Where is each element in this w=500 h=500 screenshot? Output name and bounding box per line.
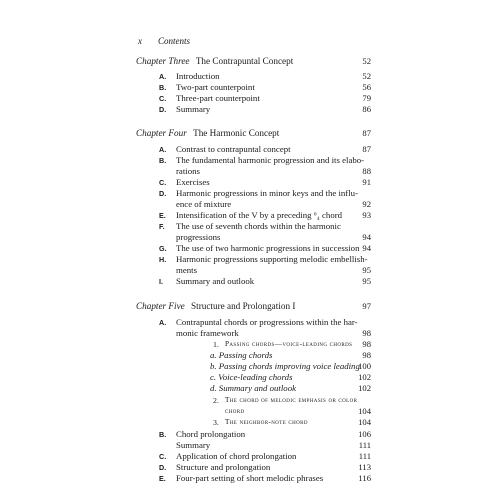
- entry-text: Harmonic progressions in minor keys and the influ-: [176, 188, 359, 198]
- entry-text: rations: [176, 166, 200, 176]
- entry-page: 113: [358, 462, 371, 472]
- toc-entry: [136, 221, 371, 232]
- entry-text: Two-part counterpoint: [176, 82, 255, 92]
- entry-page: 98: [362, 350, 371, 360]
- entry-text: Summary: [176, 440, 211, 450]
- entry-page: 56: [362, 82, 371, 92]
- entry-letter: A.: [159, 72, 167, 81]
- entry-text: Intensification of the V by a preceding ⁶₄ chord: [176, 210, 343, 220]
- toc-entry-continued: [136, 166, 371, 177]
- entry-text: Contrast to contrapuntal concept: [176, 144, 291, 154]
- entry-letter: B.: [159, 156, 167, 165]
- entry-page: 95: [362, 276, 371, 286]
- toc-entry: [136, 317, 371, 328]
- entry-letter: C.: [159, 452, 167, 461]
- entry-page: 106: [358, 429, 371, 439]
- entry-page: 98: [362, 328, 371, 338]
- entry-text: Summary: [176, 104, 211, 114]
- toc-entry: [136, 276, 371, 287]
- toc-subsubentry: [136, 372, 371, 383]
- toc-entry-continued: [136, 440, 371, 451]
- subentry-number: 1.: [213, 340, 219, 349]
- entry-letter: D.: [159, 189, 167, 198]
- entry-text: The use of seventh chords within the harmonic: [176, 221, 341, 231]
- entry-letter: F.: [159, 222, 165, 231]
- chapter-heading: [136, 301, 371, 311]
- chapter-page: 52: [362, 56, 371, 66]
- entry-text: Harmonic progressions supporting melodic embellish-: [176, 254, 368, 264]
- entry-text: Passing chords—voice-leading chords: [225, 340, 353, 348]
- entry-page: 91: [362, 177, 371, 187]
- entry-letter: C.: [159, 94, 167, 103]
- toc-entry-continued: [136, 199, 371, 210]
- entry-text: The fundamental harmonic progression and its elabo-: [176, 155, 365, 165]
- entry-text: Structure and prolongation: [176, 462, 271, 472]
- toc-entry: [136, 71, 371, 82]
- toc-entry: [136, 210, 371, 221]
- chapter-label: Chapter Three: [136, 56, 190, 66]
- entry-page: 52: [362, 71, 371, 81]
- chapter-label: Chapter Four: [136, 128, 187, 138]
- chapter-page: 97: [362, 301, 371, 311]
- entry-text: monic framework: [176, 328, 239, 338]
- running-title: Contents: [158, 36, 191, 46]
- entry-page: 88: [362, 166, 371, 176]
- entry-letter: I.: [159, 277, 163, 286]
- entry-text: ence of mixture: [176, 199, 232, 209]
- entry-page: 102: [358, 372, 371, 382]
- chapter-label: Chapter Five: [136, 301, 185, 311]
- entry-text: Chord prolongation: [176, 429, 246, 439]
- entry-page: 79: [362, 93, 371, 103]
- entry-page: 102: [358, 383, 371, 393]
- entry-letter: D.: [159, 105, 167, 114]
- entry-page: 116: [358, 473, 371, 483]
- toc-entry: [136, 188, 371, 199]
- entry-letter: B.: [159, 430, 167, 439]
- entry-page: 104: [358, 417, 371, 427]
- entry-letter: A.: [159, 145, 167, 154]
- toc-entry: [136, 155, 371, 166]
- entry-page: 92: [362, 199, 371, 209]
- toc-subentry: [136, 339, 371, 350]
- entry-letter: A.: [159, 318, 167, 327]
- entry-letter: H.: [159, 255, 167, 264]
- entry-text: The use of two harmonic progressions in succession: [176, 243, 360, 253]
- entry-text: Three-part counterpoint: [176, 93, 260, 103]
- toc-subentry: [136, 395, 371, 406]
- subentry-number: 3.: [213, 418, 219, 427]
- entry-text: Contrapuntal chords or progressions within the har-: [176, 317, 358, 327]
- entry-page: 111: [358, 451, 371, 461]
- chapter-title: The Harmonic Concept: [193, 128, 280, 138]
- entry-page: 100: [358, 361, 371, 371]
- entry-letter: C.: [159, 178, 167, 187]
- entry-page: 98: [362, 339, 371, 349]
- chapter-title: Structure and Prolongation I: [191, 301, 296, 311]
- chapter-page: 87: [362, 128, 371, 138]
- entry-page: 111: [358, 440, 371, 450]
- entry-text: Summary and outlook: [176, 276, 255, 286]
- entry-page: 104: [358, 406, 371, 416]
- chapter-title: The Contrapuntal Concept: [195, 56, 294, 66]
- entry-page: 94: [362, 243, 371, 253]
- entry-text: chord: [225, 407, 245, 415]
- entry-text: Introduction: [176, 71, 220, 81]
- toc-entry-continued: [136, 232, 371, 243]
- entry-letter: D.: [159, 463, 167, 472]
- entry-text: c. Voice-leading chords: [210, 372, 293, 382]
- toc-entry: [136, 462, 371, 473]
- toc-entry: [136, 93, 371, 104]
- entry-text: progressions: [176, 232, 221, 242]
- entry-page: 93: [362, 210, 371, 220]
- toc-subentry: [136, 417, 371, 428]
- toc-entry: [136, 104, 371, 115]
- entry-text: b. Passing chords improving voice leading: [210, 361, 360, 371]
- toc-subsubentry: [136, 361, 371, 372]
- entry-letter: E.: [159, 474, 166, 483]
- subentry-number: 2.: [213, 396, 219, 405]
- toc-entry: [136, 82, 371, 93]
- toc-entry-continued: [136, 265, 371, 276]
- entry-page: 95: [362, 265, 371, 275]
- entry-page: 86: [362, 104, 371, 114]
- toc-entry: [136, 451, 371, 462]
- toc-entry: [136, 429, 371, 440]
- page-number: x: [138, 36, 142, 46]
- entry-text: ments: [176, 265, 198, 275]
- entry-text: The neighbor-note chord: [225, 418, 308, 426]
- entry-text: Four-part setting of short melodic phrases: [176, 473, 324, 483]
- entry-text: The chord of melodic emphasis or color: [225, 396, 358, 404]
- entry-letter: G.: [159, 244, 167, 253]
- toc-entry: [136, 243, 371, 254]
- toc-subentry-continued: [136, 406, 371, 417]
- entry-page: 94: [362, 232, 371, 242]
- toc-entry: [136, 473, 371, 484]
- entry-text: Exercises: [176, 177, 210, 187]
- entry-letter: B.: [159, 83, 167, 92]
- entry-text: Application of chord prolongation: [176, 451, 297, 461]
- entry-page: 87: [362, 144, 371, 154]
- toc-entry: [136, 254, 371, 265]
- entry-letter: E.: [159, 211, 166, 220]
- entry-text: a. Passing chords: [210, 350, 273, 360]
- chapter-heading: [136, 56, 371, 66]
- chapter-heading: [136, 128, 371, 138]
- entry-text: d. Summary and outlook: [210, 383, 297, 393]
- toc-subsubentry: [136, 350, 371, 361]
- toc-entry: [136, 177, 371, 188]
- toc-entry-continued: [136, 328, 371, 339]
- toc-entry: [136, 144, 371, 155]
- toc-subsubentry: [136, 383, 371, 394]
